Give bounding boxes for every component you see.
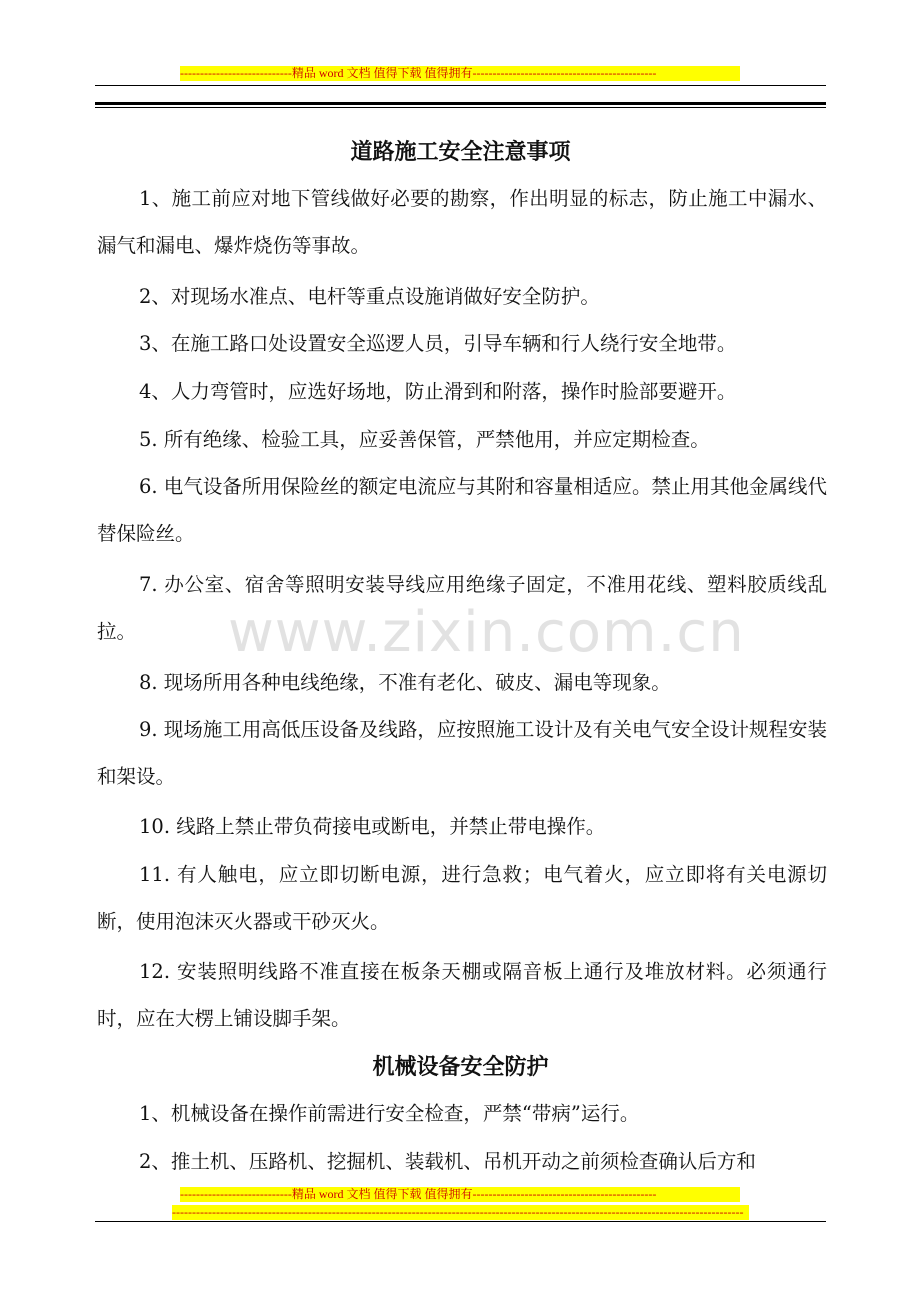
paragraph-5: 5. 所有绝缘、检验工具，应妥善保管，严禁他用，并应定期检查。 bbox=[139, 428, 710, 451]
paragraph-m2: 2、推土机、压路机、挖掘机、装载机、吊机开动之前须检查确认后方和 bbox=[139, 1150, 756, 1173]
paragraph-4: 4、人力弯管时，应选好场地，防止滑到和附落，操作时脸部要避开。 bbox=[139, 380, 737, 403]
paragraph-7: 7. 办公室、宿舍等照明安装导线应用绝缘子固定，不准用花线、塑料胶质线乱拉。 bbox=[97, 573, 827, 643]
paragraph-6: 6. 电气设备所用保险丝的额定电流应与其附和容量相适应。禁止用其他金属线代替保险丝。 bbox=[97, 475, 827, 545]
paragraph-12: 12. 安装照明线路不准直接在板条天棚或隔音板上通行及堆放材料。必须通行时，应在大楞上铺设脚手架。 bbox=[97, 960, 827, 1030]
paragraph-2: 2、对现场水准点、电杆等重点设施诮做好安全防护。 bbox=[139, 285, 600, 308]
section-title-machinery-safety: 机械设备安全防护 bbox=[372, 1054, 549, 1080]
paragraph-m1: 1、机械设备在操作前需进行安全检查，严禁“带病”运行。 bbox=[139, 1102, 640, 1125]
paragraph-10: 10. 线路上禁止带负荷接电或断电，并禁止带电操作。 bbox=[139, 815, 606, 838]
footer-rule bbox=[95, 1221, 826, 1222]
footer-banner-dashes: ----------------------------------------------------------------------------------------------------------------------------------------------- bbox=[172, 1205, 749, 1220]
paragraph-9: 9. 现场施工用高低压设备及线路，应按照施工设计及有关电气安全设计规程安装和架设。 bbox=[97, 718, 827, 788]
watermark: www.zixin.com.cn bbox=[228, 600, 745, 665]
header-banner: ----------------------------精品 word 文档 值得下载 值得拥有---------------------------------------------- bbox=[180, 66, 740, 81]
paragraph-8: 8. 现场所用各种电线绝缘，不准有老化、破皮、漏电等现象。 bbox=[139, 671, 671, 694]
paragraph-11: 11. 有人触电，应立即切断电源，进行急救；电气着火，应立即将有关电源切断，使用泡沫灭火器或干砂灭火。 bbox=[97, 863, 827, 933]
header-rule-thin bbox=[95, 85, 826, 86]
footer-banner: ----------------------------精品 word 文档 值得下载 值得拥有---------------------------------------------- bbox=[180, 1187, 740, 1202]
header-rule-thick bbox=[95, 102, 826, 105]
header-rule-lower bbox=[95, 107, 826, 108]
paragraph-3: 3、在施工路口处设置安全巡逻人员，引导车辆和行人绕行安全地带。 bbox=[139, 332, 737, 355]
section-title-road-safety: 道路施工安全注意事项 bbox=[350, 139, 571, 165]
paragraph-1: 1、施工前应对地下管线做好必要的勘察，作出明显的标志，防止施工中漏水、漏气和漏电、爆炸烧伤等事故。 bbox=[97, 187, 827, 257]
